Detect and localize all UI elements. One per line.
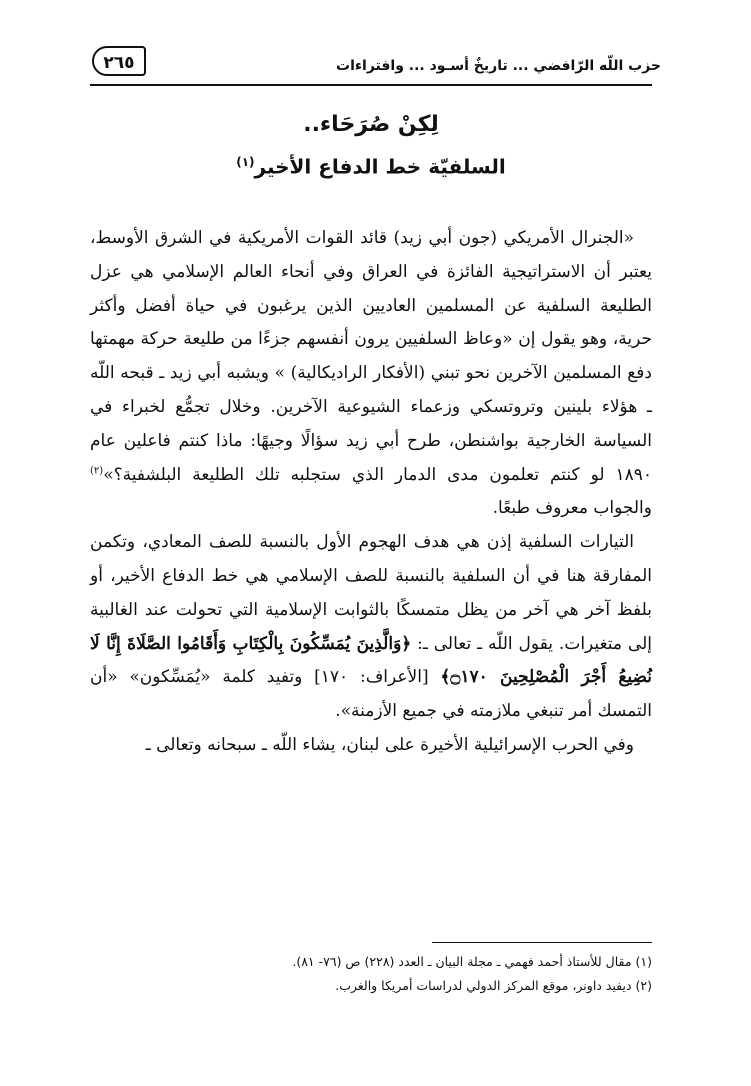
header-rule [90, 84, 652, 86]
footnotes [90, 950, 652, 998]
page-number: ٢٦٥ [92, 46, 146, 76]
footnote-2: (٢) ديفيد داونر، موقع المركز الدولي لدراسات أمريكا والغرب. [335, 978, 652, 993]
chapter-subtitle-text: السلفيّة خط الدفاع الأخير [254, 154, 506, 179]
body-text [90, 222, 652, 763]
paragraph-2-text-after: [الأعراف: ١٧٠] وتفيد كلمة «يُمَسِّكون» «أن التمسك أمر تنبغي ملازمته في جميع الأزمنة». [90, 667, 652, 722]
chapter-subtitle [90, 145, 652, 184]
paragraph-2 [90, 526, 652, 729]
chapter-title: لِكِنْ صُرَحَاء.. [303, 112, 439, 137]
running-header-title: حزب اللّه الرّافضي ... تاريخٌ أسـود ... وافتراءات [336, 58, 661, 74]
footnote-ref-1: (١) [236, 155, 255, 169]
paragraph-1-tail: والجواب معروف طبعًا. [492, 498, 652, 519]
paragraph-3-text: وفي الحرب الإسرائيلية الأخيرة على لبنان، يشاء اللّه ـ سبحانه وتعالى ـ [145, 734, 634, 755]
quran-verse: ﴿وَالَّذِينَ يُمَسِّكُونَ بِالْكِتَابِ وَأَقَامُوا الصَّلَاةَ إِنَّا لَا نُضِيعُ أَجْرَ الْمُصْلِحِينَ ۝١٧٠﴾ [90, 633, 652, 688]
paragraph-3 [90, 729, 652, 763]
footnote-separator [432, 942, 652, 943]
footnote-ref-2: (٢) [90, 464, 104, 476]
paragraph-1 [90, 222, 652, 526]
paragraph-2-text: التيارات السلفية إذن هي هدف الهجوم الأول بالنسبة للصف المعادي، وتكمن المفارقة هنا في أن السلفية بالنسبة للصف الإسلامي هي خط الدفاع الأخير، أو بلفظ آخر هي آخر من يظل متمسكًا بالثوابت الإسلامية التي تحولت عند الغالبية إلى متغيرات. يقول اللّه ـ تعالى ـ: [90, 532, 652, 654]
footnote-1: (١) مقال للأستاذ أحمد فهمي ـ مجلة البيان ـ العدد (٢٢٨) ص (٧٦- ٨١). [292, 954, 652, 969]
paragraph-1-text: «الجنرال الأمريكي (جون أبي زيد) قائد القوات الأمريكية في الشرق الأوسط، يعتبر أن الاستراتيجية الفائزة في العراق وفي أنحاء العالم الإسلامي هي عزل الطليعة السلفية عن المسلمين العاديين الذين يرغبون في حياة أفضل وأكثر حرية، وهو يقول إن «وعاظ السلفيين يرون أنفسهم جزءًا من طليعة حركة مهمتها دفع المسلمين الآخرين نحو تبني (الأفكار الراديكالية) » ويشبه أبي زيد ـ قبحه اللّه ـ هؤلاء بلينين وتروتسكي وزعماء الشيوعية الآخرين. وخلال تجمُّع لخبراء في السياسة الخارجية بواشنطن، طرح أبي زيد سؤالًا وجيهًا: ماذا كنتم فاعلين عام ١٨٩٠ لو كنتم تعلمون مدى الدمار الذي ستجلبه تلك الطليعة البلشفية؟» [90, 228, 652, 485]
